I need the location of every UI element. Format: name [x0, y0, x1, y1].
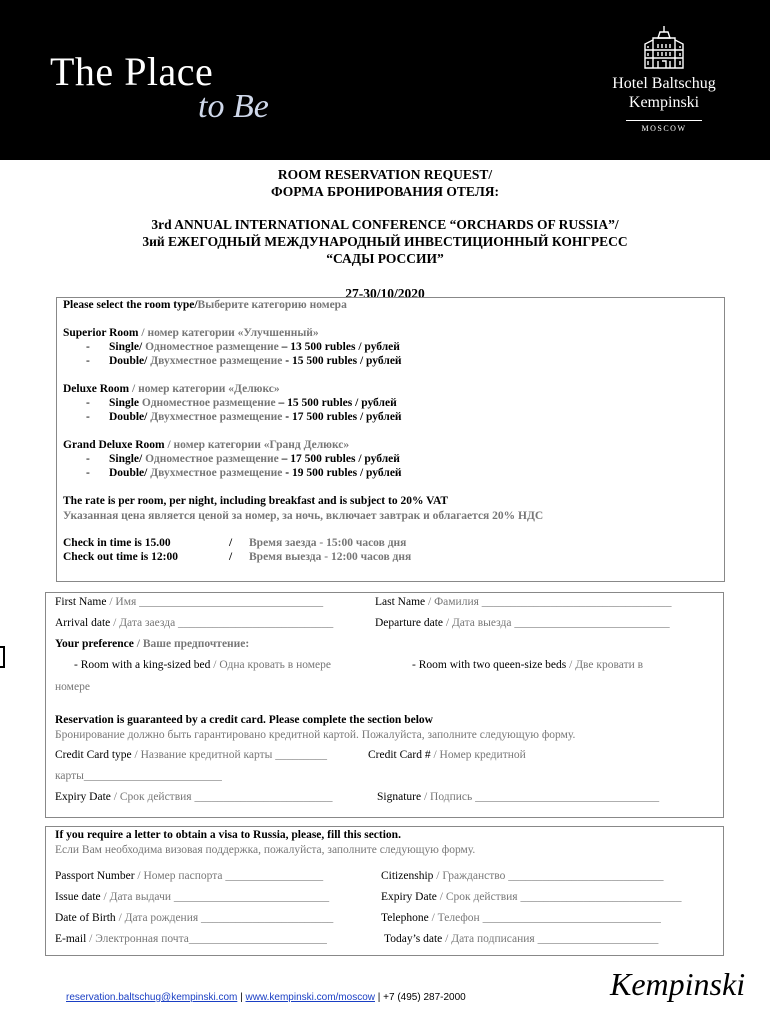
guarantee-note: Reservation is guaranteed by a credit card. Please complete the section below [55, 714, 433, 726]
todays-date-field[interactable]: Today’s date / Дата подписания _____________________ [384, 933, 659, 945]
hotel-city: MOSCOW [641, 124, 687, 133]
grand-double-option[interactable]: Double/ Двухместное размещение - 19 500 rubles / рублей [109, 467, 402, 479]
king-bed-option[interactable]: - Room with a king-sized bed / Одна кровать в номере [74, 659, 332, 671]
slash: / [229, 551, 233, 563]
grand-single-option[interactable]: Single/ Одноместное размещение – 17 500 rubles / рублей [109, 453, 400, 465]
expiry-date-field[interactable]: Expiry Date / Срок действия ________________________ [55, 791, 333, 803]
slash: / [229, 537, 233, 549]
queen-beds-option[interactable]: - Room with two queen-size beds / Две кровати в [412, 659, 644, 671]
hotel-name: Hotel Baltschug Kempinski [612, 75, 716, 111]
form-title: ROOM RESERVATION REQUEST/ ФОРМА БРОНИРОВАНИЯ ОТЕЛЯ: [270, 167, 500, 199]
list-dash: - [86, 397, 90, 409]
passport-number-field[interactable]: Passport Number / Номер паспорта _________________ [55, 870, 324, 882]
room-type-prompt: Please select the room type/Выберите категорию номера [63, 299, 347, 311]
hotel-divider [626, 120, 702, 121]
email-field[interactable]: E-mail / Электронная почта________________________ [55, 933, 327, 945]
preference-label: Your preference / Ваше предпочтение: [55, 638, 250, 650]
deluxe-double-option[interactable]: Double/ Двухместное размещение - 17 500 rubles / рублей [109, 411, 402, 423]
signature-field[interactable]: Signature / Подпись ________________________________ [377, 791, 660, 803]
visa-intro: If you require a letter to obtain a visa to Russia, please, fill this section. [55, 829, 401, 841]
superior-single-option[interactable]: Single/ Одноместное размещение – 13 500 rubles / рублей [109, 341, 400, 353]
conference-title: 3rd ANNUAL INTERNATIONAL CONFERENCE “ORCHARDS OF RUSSIA”/ 3ий ЕЖЕГОДНЫЙ МЕЖДУНАРОДНЫЙ ИНВЕСТИЦИОННЫЙ КОНГРЕСС “САДЫ РОССИИ” [142, 217, 628, 266]
checkout-time-ru: Время выезда - 12:00 часов дня [249, 551, 412, 563]
brand-subtitle: to Be [198, 88, 269, 125]
queen-beds-option-cont: номере [55, 681, 90, 693]
email-link[interactable]: reservation.baltschug@kempinski.com [66, 992, 238, 1003]
first-name-field[interactable]: First Name / Имя ________________________________ [55, 596, 324, 608]
rate-note-ru: Указанная цена является ценой за номер, за ночь, включает завтрак и облагается 20% НДС [63, 510, 544, 522]
list-dash: - [86, 355, 90, 367]
credit-card-type-field[interactable]: Credit Card type / Название кредитной карты _________ [55, 749, 327, 761]
deluxe-room-title: Deluxe Room / номер категории «Делюкс» [63, 383, 280, 395]
list-dash: - [86, 341, 90, 353]
hotel-building-icon [641, 24, 687, 70]
superior-room-title: Superior Room / номер категории «Улучшенный» [63, 327, 319, 339]
footer-contacts: reservation.baltschug@kempinski.com | www.kempinski.com/moscow | +7 (495) 287-2000 [66, 992, 466, 1003]
superior-double-option[interactable]: Double/ Двухместное размещение - 15 500 rubles / рублей [109, 355, 402, 367]
brand-title: The Place [50, 49, 214, 94]
departure-date-field[interactable]: Departure date / Дата выезда ___________________________ [375, 617, 670, 629]
phone-number: | +7 (495) 287-2000 [374, 992, 466, 1003]
kempinski-logo: Kempinski [610, 966, 746, 1002]
rate-note: The rate is per room, per night, including breakfast and is subject to 20% VAT [63, 495, 449, 507]
margin-bracket [0, 646, 5, 668]
header-banner [0, 0, 770, 160]
checkin-time: Check in time is 15.00 [63, 537, 171, 549]
list-dash: - [86, 467, 90, 479]
citizenship-field[interactable]: Citizenship / Гражданство ___________________________ [381, 870, 664, 882]
date-of-birth-field[interactable]: Date of Birth / Дата рождения _______________________ [55, 912, 334, 924]
issue-date-field[interactable]: Issue date / Дата выдачи ___________________________ [55, 891, 330, 903]
list-dash: - [86, 411, 90, 423]
last-name-field[interactable]: Last Name / Фамилия _________________________________ [375, 596, 672, 608]
credit-card-number-cont[interactable]: карты________________________ [55, 770, 222, 782]
arrival-date-field[interactable]: Arrival date / Дата заезда ___________________________ [55, 617, 334, 629]
deluxe-single-option[interactable]: Single Одноместное размещение – 15 500 rubles / рублей [109, 397, 397, 409]
grand-deluxe-room-title: Grand Deluxe Room / номер категории «Гранд Делюкс» [63, 439, 350, 451]
passport-expiry-field[interactable]: Expiry Date / Срок действия ____________________________ [381, 891, 682, 903]
visa-intro-ru: Если Вам необходима визовая поддержка, пожалуйста, заполните следующую форму. [55, 844, 476, 856]
list-dash: - [86, 453, 90, 465]
credit-card-number-field[interactable]: Credit Card # / Номер кредитной [368, 749, 526, 761]
guarantee-note-ru: Бронирование должно быть гарантировано кредитной картой. Пожалуйста, заполните следующую форму. [55, 729, 576, 741]
checkout-time: Check out time is 12:00 [63, 551, 178, 563]
conference-dates: 27-30/10/2020 [345, 286, 425, 301]
website-link[interactable]: www.kempinski.com/moscow [245, 992, 375, 1003]
telephone-field[interactable]: Telephone / Телефон _______________________________ [381, 912, 661, 924]
checkin-time-ru: Время заезда - 15:00 часов дня [249, 537, 407, 549]
